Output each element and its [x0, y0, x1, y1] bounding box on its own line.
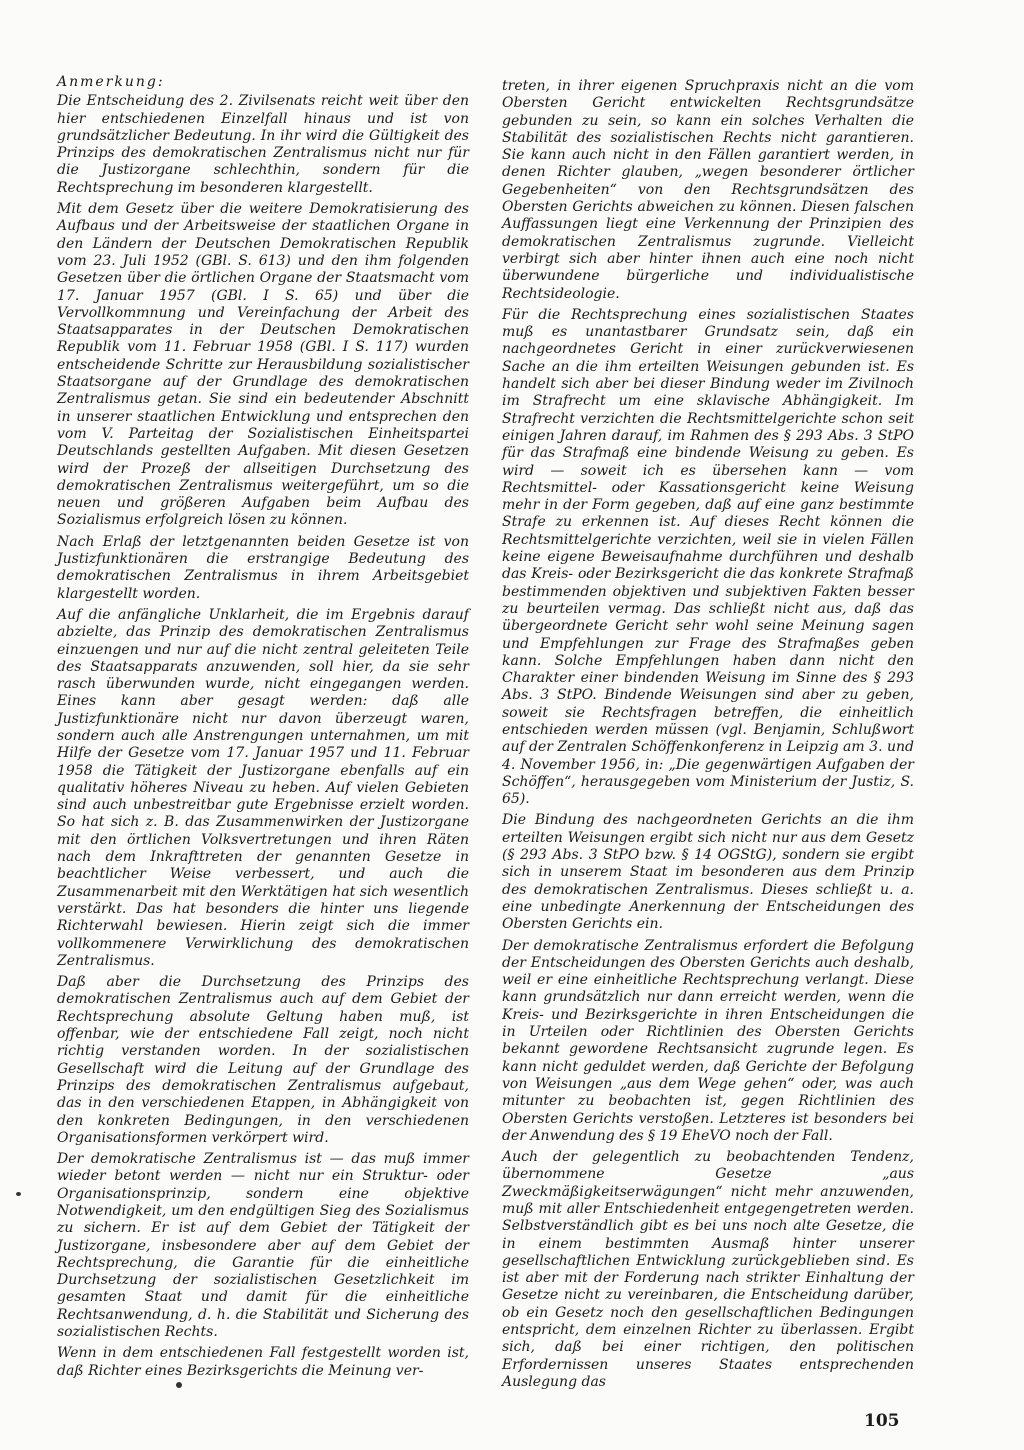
ink-speck	[16, 1192, 21, 1196]
right-column	[502, 78, 914, 1395]
paragraph: Auf die anfängliche Unklarheit, die im Ergebnis darauf abzielte, das Prinzip des demokratischen Zentralismus einzuengen und nur auf die nicht zentral geleiteten Teile des Staatsapparats anzuwenden, soll hier, da sie sehr rasch überwunden wurde, nicht eingegangen werden. Eines kann aber gesagt werden: daß alle Justizfunktionäre nicht nur davon überzeugt waren, sondern auch alle Anstrengungen unternahmen, um mit Hilfe der Gesetze vom 17. Januar 1957 und 11. Februar 1958 die Tätigkeit der Justizorgane ebenfalls auf ein qualitativ höheres Niveau zu heben. Auf vielen Gebieten sind auch unbestreitbar gute Ergebnisse erzielt worden. So hat sich z. B. das Zusammenwirken der Justizorgane mit den örtlichen Volksvertretungen und ihren Räten nach dem Inkrafttreten der genannten Gesetze in beachtlicher Weise verbessert, und auch die Zusammenarbeit mit den Werktätigen hat sich wesentlich verstärkt. Das hat besonders die hinter uns liegende Richterwahl bewiesen. Hierin zeigt sich die immer vollkommenere Verwirklichung des demokratischen Zentralismus.	[57, 606, 469, 969]
paragraph: Der demokratische Zentralismus ist — das muß immer wieder betont werden — nicht nur ein Struktur- oder Organisationsprinzip, sondern eine objektive Notwendigkeit, um den endgültigen Sieg des Sozialismus zu sichern. Er ist auf dem Gebiet der Tätigkeit der Justizorgane, insbesondere aber auf dem Gebiet der Rechtsprechung, die Garantie für die einheitliche Durchsetzung der sozialistischen Gesetzlichkeit im gesamten Staat und damit für die einheitliche Rechtsanwendung, d. h. die Stabilität und Sicherung des sozialistischen Rechts.	[57, 1151, 469, 1341]
paragraph: Auch der gelegentlich zu beobachtenden Tendenz, übernommene Gesetze „aus Zweckmäßigkeitserwägungen“ nicht mehr anzuwenden, muß mit aller Entschiedenheit entgegengetreten werden. Selbstverständlich gibt es bei uns noch alte Gesetze, die in einem bestimmten Ausmaß hinter unserer gesellschaftlichen Entwicklung zurückgeblieben sind. Es ist aber mit der Forderung nach strikter Einhaltung der Gesetze nicht zu vereinbaren, die Entscheidung darüber, ob ein Gesetz noch den gesellschaftlichen Bedingungen entspricht, dem einzelnen Richter zu überlassen. Ergibt sich, daß bei einer richtigen, den politischen Erfordernissen unseres Staates entsprechenden Auslegung das	[502, 1149, 914, 1390]
page-number: 105	[864, 1411, 900, 1431]
paragraph: Für die Rechtsprechung eines sozialistischen Staates muß es unantastbarer Grundsatz sein, daß ein nachgeordnetes Gericht in einer zurückverwiesenen Sache an die ihm erteilten Weisungen gebunden ist. Es handelt sich aber bei dieser Bindung weder im Zivilnoch im Strafrecht um eine sklavische Abhängigkeit. Im Strafrecht verzichten die Rechtsmittelgerichte schon seit einigen Jahren darauf, im Rahmen des § 293 Abs. 3 StPO für das Strafmaß eine bindende Weisung zu geben. Es wird — soweit ich es übersehen kann — vom Rechtsmittel- oder Kassationsgericht keine Weisung mehr in der Form gegeben, daß auf eine ganz bestimmte Strafe zu erkennen ist. Auf dieses Recht können die Rechtsmittelgerichte verzichten, weil sie in vielen Fällen keine eigene Beweisaufnahme durchführen und deshalb das Kreis- oder Bezirksgericht die das konkrete Strafmaß bestimmenden objektiven und subjektiven Fakten besser zu beurteilen vermag. Das schließt nicht aus, daß das übergeordnete Gericht sehr wohl seine Meinung sagen und Empfehlungen zur Frage des Strafmaßes geben kann. Solche Empfehlungen haben dann nicht den Charakter einer bindenden Weisung im Sinne des § 293 Abs. 3 StPO. Bindende Weisungen sind aber zu geben, soweit sie Rechtsfragen betreffen, die einheitlich entschieden werden müssen (vgl. Benjamin, Schlußwort auf der Zentralen Schöffenkonferenz in Leipzig am 3. und 4. November 1956, in: „Die gegenwärtigen Aufgaben der Schöffen“, herausgegeben vom Ministerium der Justiz, S. 65).	[502, 306, 914, 808]
paragraph: Nach Erlaß der letztgenannten beiden Gesetze ist von Justizfunktionären die erstrangige Bedeutung des demokratischen Zentralismus in ihrem Arbeitsgebiet klargestellt worden.	[57, 533, 469, 602]
paragraph: Der demokratische Zentralismus erfordert die Befolgung der Entscheidungen des Obersten Gerichts auch deshalb, weil er eine einheitliche Rechtsprechung verlangt. Diese kann grundsätzlich nur dann erreicht werden, wenn die Kreis- und Bezirksgerichte in ihren Entscheidungen die in Urteilen oder Richtlinien des Obersten Gerichts bekannt gewordene Rechtsansicht zugrunde legen. Es kann nicht geduldet werden, daß Gerichte der Befolgung von Weisungen „aus dem Wege gehen“ oder, was auch mitunter zu beobachten ist, gegen Richtlinien des Obersten Gerichts verstoßen. Letzteres ist besonders bei der Anwendung des § 19 EheVO noch der Fall.	[502, 937, 914, 1144]
paragraph: Daß aber die Durchsetzung des Prinzips des demokratischen Zentralismus auch auf dem Gebiet der Rechtsprechung absolute Geltung haben muß, ist offenbar, wie der entschiedene Fall zeigt, noch nicht richtig verstanden worden. In der sozialistischen Gesellschaft wird die Leitung auf der Grundlage des Prinzips des demokratischen Zentralismus aufgebaut, das in den verschiedenen Etappen, in Abhängigkeit von den konkreten Bedingungen, in den verschiedenen Organisationsformen verkörpert wird.	[57, 974, 469, 1146]
left-column	[57, 74, 469, 1384]
paragraph: Wenn in dem entschiedenen Fall festgestellt worden ist, daß Richter eines Bezirksgerichts die Meinung ver-	[57, 1345, 469, 1379]
paragraph: Mit dem Gesetz über die weitere Demokratisierung des Aufbaus und der Arbeitsweise der staatlichen Organe in den Ländern der Deutschen Demokratischen Republik vom 23. Juli 1952 (GBl. S. 613) und den ihm folgenden Gesetzen über die örtlichen Organe der Staatsmacht vom 17. Januar 1957 (GBl. I S. 65) und über die Vervollkommnung und Vereinfachung der Arbeit des Staatsapparates in der Deutschen Demokratischen Republik vom 11. Februar 1958 (GBl. I S. 117) wurden entscheidende Schritte zur Herausbildung sozialistischer Staatsorgane auf der Grundlage des demokratischen Zentralismus getan. Sie sind ein bedeutender Abschnitt in unserer staatlichen Entwicklung und entsprechen den vom V. Parteitag der Sozialistischen Einheitspartei Deutschlands gestellten Aufgaben. Mit diesen Gesetzen wird der Prozeß der allseitigen Durchsetzung des demokratischen Zentralismus weitergeführt, um so die neuen und größeren Aufgaben beim Aufbau des Sozialismus erfolgreich lösen zu können.	[57, 201, 469, 529]
note-heading: Anmerkung:	[57, 74, 165, 90]
paragraph: Die Bindung des nachgeordneten Gerichts an die ihm erteilten Weisungen ergibt sich nicht nur aus dem Gesetz (§ 293 Abs. 3 StPO bzw. § 14 OGStG), sondern sie ergibt sich in unserem Staat im besonderen aus dem Prinzip des demokratischen Zentralismus. Dieses schließt u. a. eine unbedingte Anerkennung der Entscheidungen des Obersten Gerichts ein.	[502, 812, 914, 933]
paragraph: Die Entscheidung des 2. Zivilsenats reicht weit über den hier entschiedenen Einzelfall hinaus und ist von grundsätzlicher Bedeutung. In ihr wird die Gültigkeit des Prinzips des demokratischen Zentralismus nicht nur für die Justizorgane schlechthin, sondern für die Rechtsprechung im besonderen klargestellt.	[57, 93, 469, 196]
paragraph: treten, in ihrer eigenen Spruchpraxis nicht an die vom Obersten Gericht entwickelten Rechtsgrundsätze gebunden zu sein, so kann ein solches Verhalten die Stabilität des sozialistischen Rechts nicht garantieren. Sie kann auch nicht in den Fällen garantiert werden, in denen Richter glauben, „wegen besonderer örtlicher Gegebenheiten“ von den Rechtsgrundsätzen des Obersten Gerichts abweichen zu können. Diesen falschen Auffassungen liegt eine Verkennung der Prinzipien des demokratischen Zentralismus zugrunde. Vielleicht verbirgt sich aber hinter ihnen auch eine noch nicht überwundene bürgerliche und individualistische Rechtsideologie.	[502, 78, 914, 302]
ink-speck	[176, 1382, 182, 1388]
